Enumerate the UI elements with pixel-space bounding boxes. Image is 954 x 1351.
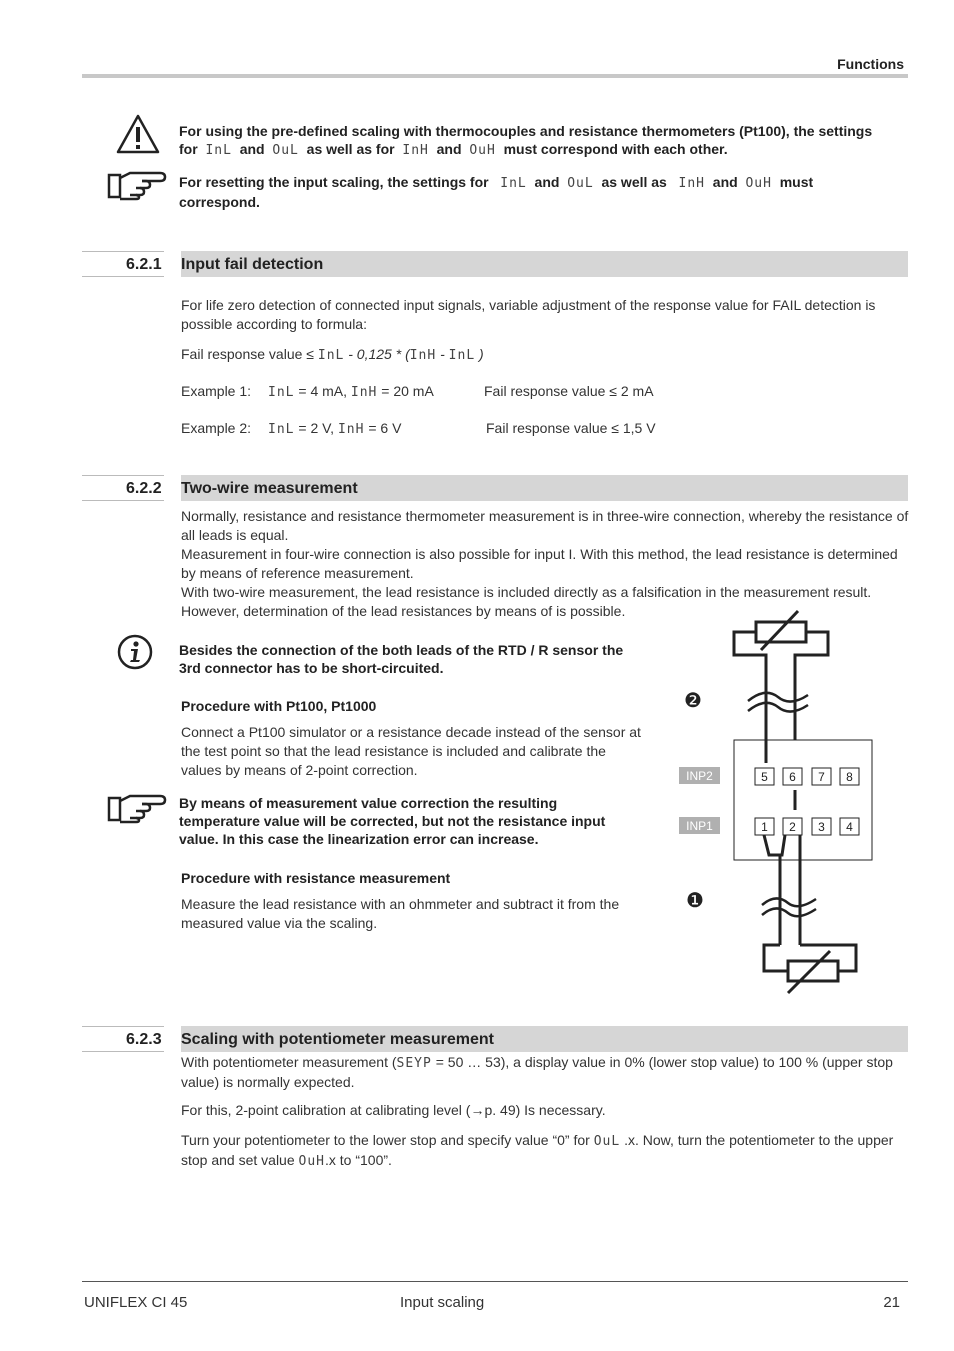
lcd-styp: SEYP xyxy=(396,1056,432,1071)
s622-body: Normally, resistance and resistance thermometer measurement is in three-wire connection, whereby the resistance of all leads is equal. Measurement in four-wire connection is also possible for input I. With this method, the lead resistance is determined by means of reference measurement. With two-wire measurement, the lead resistance is included directly as a falsification in the measurement result. However, determination of the lead resistances by means of is possible. xyxy=(181,508,909,619)
procedure-pt100-body: Connect a Pt100 simulator or a resistance decade instead of the sensor at the test point so that the lead resistance is included and calibrate the values by means of 2-point correction. xyxy=(181,724,641,778)
footer-page-number: 21 xyxy=(883,1294,900,1311)
s621-formula: Fail response value ≤ InL - 0,125 * (InH - InL ) xyxy=(181,346,484,363)
s621-example-2-label: Example 2: xyxy=(181,420,252,436)
section-623-number: 6.2.3 xyxy=(126,1031,162,1048)
s621-example-1-values: InL = 4 mA, InH = 20 mA xyxy=(268,383,434,400)
lcd-oul: OuL xyxy=(272,143,299,158)
terminal-label: 3 xyxy=(818,820,825,834)
terminal-label: 8 xyxy=(846,770,853,784)
info-note: Besides the connection of the both leads of the RTD / R sensor the 3rd connector has to be short-circuited. xyxy=(179,642,624,676)
section-623-rule-top xyxy=(82,1026,164,1027)
s623-paragraph-1: With potentiometer measurement (SEYP = 50 … 53), a display value in 0% (lower stop value) to 100 % (upper stop value) is normally expected. xyxy=(181,1054,893,1090)
pointing-hand-icon xyxy=(106,169,168,201)
lcd-ouh: OuH xyxy=(469,143,496,158)
s621-intro: For life zero detection of connected input signals, variable adjustment of the response value for FAIL detection is possible according to formula: xyxy=(181,297,876,332)
terminal-label: 6 xyxy=(789,770,796,784)
lcd-inl: InL xyxy=(205,143,232,158)
s621-example-2-result: Fail response value ≤ 1,5 V xyxy=(486,420,656,436)
reset-note xyxy=(179,173,899,211)
warning-line-2: for InL and OuL as well as for InH and OuH must correspond with each other. xyxy=(179,141,728,158)
pointing-hand-icon xyxy=(106,792,168,824)
section-621-rule-bottom xyxy=(82,276,164,277)
reset-line-1: For resetting the input scaling, the settings for InL and OuL as well as InH and OuH must xyxy=(179,174,814,191)
section-622-title: Two-wire measurement xyxy=(181,480,358,497)
warning-line-1: For using the pre-defined scaling with thermocouples and resistance thermometers (Pt100), the settings xyxy=(179,123,873,139)
terminal-label: 1 xyxy=(761,820,768,834)
warning-note xyxy=(179,122,899,160)
section-622-number: 6.2.2 xyxy=(126,480,162,497)
header-rule xyxy=(82,74,908,78)
bottom-resistor xyxy=(764,945,856,993)
correction-note: By means of measurement value correction the resulting temperature value will be corrected, but not the resistance input value. In this case the linearization error can increase. xyxy=(179,795,606,847)
footer-chapter: Input scaling xyxy=(400,1294,485,1311)
s623-paragraph-3: Turn your potentiometer to the lower stop and specify value “0” for OuL .x. Now, turn the potentiometer to the upper stop and set value OuH.x to “100”. xyxy=(181,1132,894,1169)
footer-product: UNIFLEX CI 45 xyxy=(84,1294,188,1311)
section-622-rule-top xyxy=(82,475,164,476)
procedure-resistance-body: Measure the lead resistance with an ohmmeter and subtract it from the measured value via the scaling. xyxy=(181,896,620,931)
section-622-rule-bottom xyxy=(82,500,164,501)
section-621-title: Input fail detection xyxy=(181,256,324,273)
terminal-label: 5 xyxy=(761,770,768,784)
warning-icon xyxy=(116,114,160,154)
header-section-title: Functions xyxy=(837,56,904,72)
inp2-label: INP2 xyxy=(686,769,713,783)
reset-line-2: correspond. xyxy=(179,194,260,210)
footer-rule xyxy=(82,1281,908,1282)
bottom-wire-break xyxy=(762,898,816,916)
procedure-resistance-title: Procedure with resistance measurement xyxy=(181,870,451,886)
section-623-rule-bottom xyxy=(82,1051,164,1052)
terminal-block xyxy=(734,740,872,860)
section-621-rule-top xyxy=(82,251,164,252)
s621-example-1-result: Fail response value ≤ 2 mA xyxy=(484,383,654,399)
marker-2: ❷ xyxy=(684,688,702,712)
lcd-inh: InH xyxy=(402,143,429,158)
info-icon xyxy=(117,634,153,670)
s623-paragraph-2: For this, 2-point calibration at calibrating level (→p. 49) Is necessary. xyxy=(181,1102,606,1118)
procedure-pt100-title: Procedure with Pt100, Pt1000 xyxy=(181,698,377,714)
section-623-title: Scaling with potentiometer measurement xyxy=(181,1031,494,1048)
terminal-label: 7 xyxy=(818,770,825,784)
marker-1: ❶ xyxy=(686,888,704,912)
section-621-number: 6.2.1 xyxy=(126,256,162,273)
s621-example-1-label: Example 1: xyxy=(181,383,252,399)
top-wire-break xyxy=(748,693,808,712)
s621-example-2-values: InL = 2 V, InH = 6 V xyxy=(268,420,402,437)
terminal-label: 4 xyxy=(846,820,853,834)
inp1-label: INP1 xyxy=(686,819,713,833)
two-wire-diagram xyxy=(670,605,910,1000)
terminal-label: 2 xyxy=(789,820,796,834)
